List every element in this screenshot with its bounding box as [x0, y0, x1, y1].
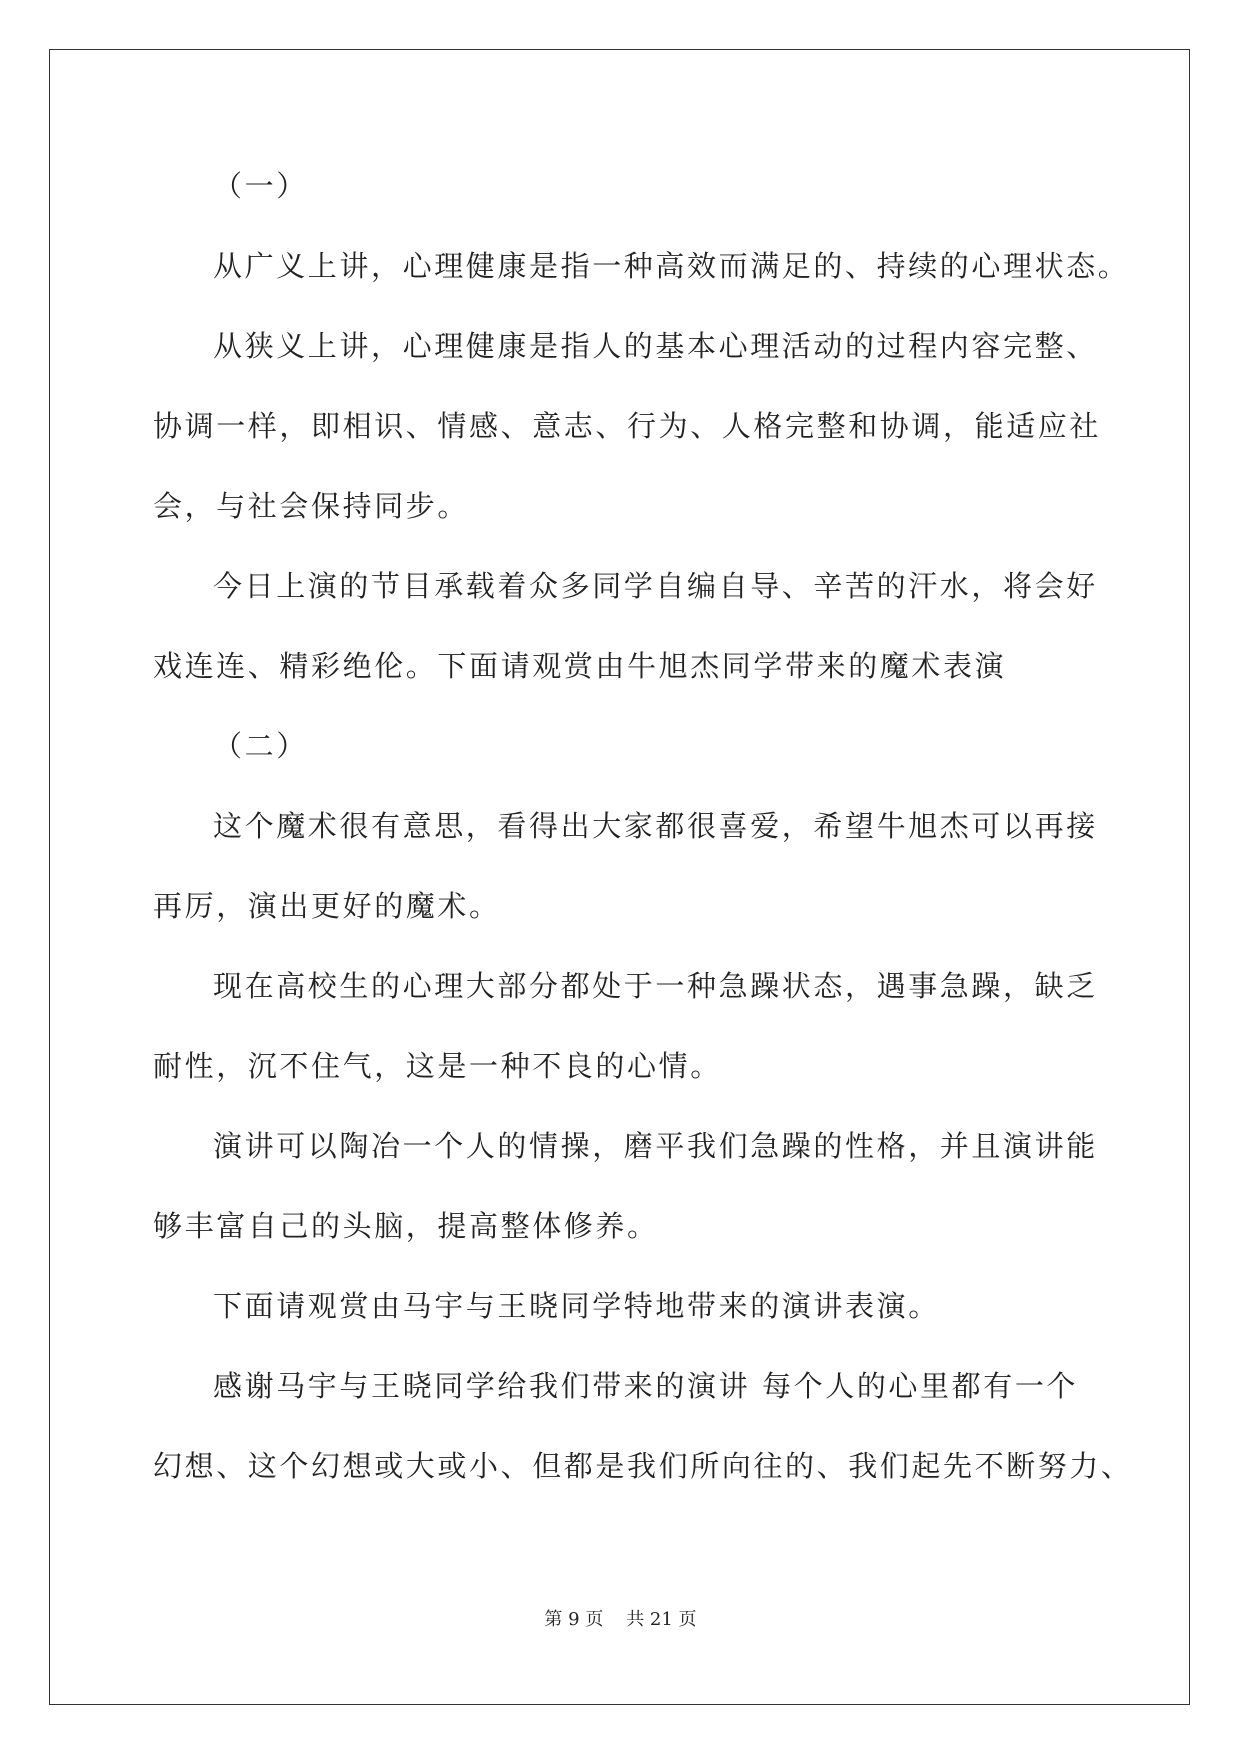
page-number-footer: 第 9 页 共 21 页 [544, 1609, 697, 1630]
section-heading-2: （二） [213, 729, 308, 763]
paragraph-line: 戏连连、精彩绝伦。下面请观赏由牛旭杰同学带来的魔术表演 [153, 649, 1007, 683]
paragraph-line: 感谢马宇与王晓同学给我们带来的演讲 每个人的心里都有一个 [213, 1369, 1079, 1403]
paragraph-line: 幻想、这个幻想或大或小、但都是我们所向往的、我们起先不断努力、 [153, 1449, 1133, 1483]
paragraph-line: 现在高校生的心理大部分都处于一种急躁状态，遇事急躁，缺乏 [213, 969, 1098, 1003]
paragraph-line: 从狭义上讲，心理健康是指人的基本心理活动的过程内容完整、 [213, 329, 1098, 363]
paragraph-line: 今日上演的节目承载着众多同学自编自导、辛苦的汗水，将会好 [213, 569, 1098, 603]
section-heading-1: （一） [213, 169, 308, 203]
paragraph-line: 再厉，演出更好的魔术。 [153, 889, 501, 923]
paragraph-line: 够丰富自己的头脑，提高整体修养。 [153, 1209, 659, 1243]
paragraph-line: 演讲可以陶冶一个人的情操，磨平我们急躁的性格，并且演讲能 [213, 1129, 1098, 1163]
paragraph-line: 这个魔术很有意思，看得出大家都很喜爱，希望牛旭杰可以再接 [213, 809, 1098, 843]
paragraph-line: 耐性，沉不住气，这是一种不良的心情。 [153, 1049, 722, 1083]
paragraph-line: 会，与社会保持同步。 [153, 489, 470, 523]
paragraph-line: 协调一样，即相识、情感、意志、行为、人格完整和协调，能适应社 [153, 409, 1102, 443]
paragraph-line: 下面请观赏由马宇与王晓同学特地带来的演讲表演。 [213, 1289, 940, 1323]
paragraph-line: 从广义上讲，心理健康是指一种高效而满足的、持续的心理状态。 [213, 249, 1130, 283]
